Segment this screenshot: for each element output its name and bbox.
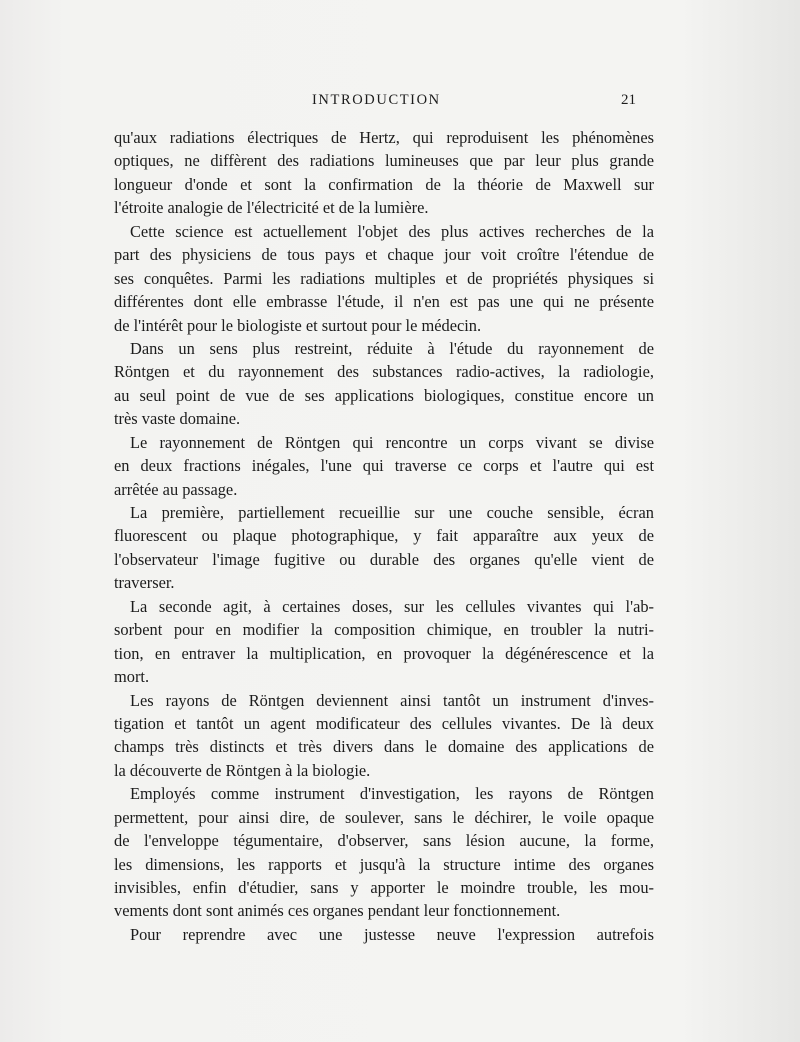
- text-line: Le rayonnement de Röntgen qui rencontre un corps vivant se divise: [130, 432, 654, 452]
- text-line: La seconde agit, à certaines doses, sur les cellules vivantes qui l'ab-: [130, 596, 654, 616]
- text-line: l'observateur l'image fugitive ou durable des organes qu'elle vient de: [114, 549, 654, 569]
- running-title: INTRODUCTION: [312, 92, 441, 108]
- text-line: très vaste domaine.: [114, 409, 241, 429]
- text-line: invisibles, enfin d'étudier, sans y apporter le moindre trouble, les mou-: [114, 878, 654, 897]
- text-line: longueur d'onde et sont la confirmation de la théorie de Maxwell sur: [114, 174, 654, 194]
- text-line: l'étroite analogie de l'électricité et de la lumière.: [114, 198, 429, 218]
- text-line: La première, partiellement recueillie sur une couche sensible, écran: [130, 503, 654, 522]
- page-number: 21: [621, 92, 636, 108]
- text-line: ses conquêtes. Parmi les radiations multiples et de propriétés physiques si: [114, 268, 654, 288]
- text-line: Cette science est actuellement l'objet des plus actives recherches de la: [130, 221, 654, 241]
- text-line: de l'intérêt pour le biologiste et surtout pour le médecin.: [114, 315, 482, 335]
- text-line: en deux fractions inégales, l'une qui traverse ce corps et l'autre qui est: [114, 456, 654, 476]
- text-line: sorbent pour en modifier la composition chimique, en troubler la nutri-: [114, 620, 654, 640]
- text-line: Dans un sens plus restreint, réduite à l'étude du rayonnement de: [130, 338, 654, 358]
- body-text: [114, 126, 654, 946]
- text-line: Pour reprendre avec une justesse neuve l'expression autrefois: [130, 924, 654, 944]
- text-line: fluorescent ou plaque photographique, y fait apparaître aux yeux de: [114, 526, 654, 546]
- text-line: optiques, ne diffèrent des radiations lumineuses que par leur plus grande: [114, 151, 654, 171]
- text-line: qu'aux radiations électriques de Hertz, qui reproduisent les phénomènes: [114, 128, 654, 147]
- text-line: les dimensions, les rapports et jusqu'à la structure intime des organes: [114, 854, 654, 874]
- text-line: arrêtée au passage.: [114, 479, 238, 499]
- text-line: mort.: [114, 667, 150, 687]
- text-line: Employés comme instrument d'investigation, les rayons de Röntgen: [130, 784, 654, 804]
- text-line: traverser.: [114, 573, 175, 593]
- text-line: vements dont sont animés ces organes pendant leur fonctionnement.: [114, 901, 561, 921]
- text-line: permettent, pour ainsi dire, de soulever, sans le déchirer, le voile opaque: [114, 807, 654, 827]
- text-line: champs très distincts et très divers dans le domaine des applications de: [114, 737, 654, 757]
- text-line: Les rayons de Röntgen deviennent ainsi tantôt un instrument d'inves-: [130, 690, 654, 710]
- text-line: tion, en entraver la multiplication, en provoquer la dégénérescence et la: [114, 643, 654, 663]
- text-line: de l'enveloppe tégumentaire, d'observer, sans lésion aucune, la forme,: [114, 831, 654, 851]
- text-line: différentes dont elle embrasse l'étude, il n'en est pas une qui ne présente: [114, 292, 654, 312]
- text-line: au seul point de vue de ses applications biologiques, constitue encore un: [114, 385, 654, 405]
- text-line: Röntgen et du rayonnement des substances radio-actives, la radiologie,: [114, 362, 654, 382]
- text-line: part des physiciens de tous pays et chaque jour voit croître l'étendue de: [114, 245, 654, 265]
- text-line: tigation et tantôt un agent modificateur des cellules vivantes. De là deux: [114, 713, 654, 733]
- text-line: la découverte de Röntgen à la biologie.: [114, 760, 371, 780]
